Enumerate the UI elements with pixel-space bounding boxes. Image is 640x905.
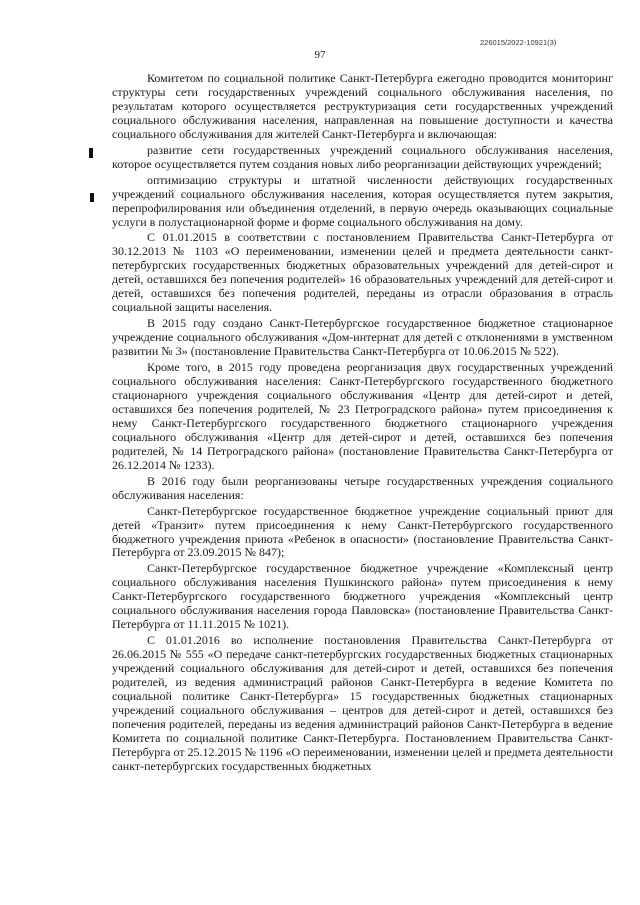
- paragraph: С 01.01.2015 в соответствии с постановлением Правительства Санкт-Петербурга от 30.12.2013 № 1103 «О переименовании, изменении целей и предмета деятельности санкт-петербургских государственных бюджетных образовательных учреждений для детей-сирот и детей, оставшихся без попечения родителей» 16 образовательных учреждений для детей-сирот и детей, оставшихся без попечения родителей, переданы из отрасли образования в отрасль социальной защиты населения.: [112, 230, 613, 315]
- document-id: 226015/2022-10921(3): [480, 38, 557, 47]
- paragraph: В 2016 году были реорганизованы четыре государственных учреждения социального обслуживания населения:: [112, 473, 613, 502]
- page-number: 97: [314, 49, 326, 61]
- paragraph: Санкт-Петербургское государственное бюджетное учреждение «Комплексный центр социального обслуживания населения Пушкинского района» путем присоединения к нему Санкт-Петербургского государственного бюджетного учреждения «Комплексный центр социального обслуживания населения города Павловска» (постановление Правительства Санкт-Петербурга от 11.11.2015 № 1021).: [112, 561, 613, 632]
- paragraph: В 2015 году создано Санкт-Петербургское государственное бюджетное стационарное учреждение социального обслуживания «Дом-интернат для детей с отклонениями в умственном развитии № 3» (постановление Правительства Санкт-Петербурга от 10.06.2015 № 522).: [112, 316, 613, 359]
- paragraph: Кроме того, в 2015 году проведена реорганизация двух государственных учреждений социального обслуживания населения: Санкт-Петербургского государственного бюджетного стационарного учреждения социального обслуживания «Центр для детей-сирот и детей, оставшихся без попечения родителей, № 23 Петроградского района» путем присоединения к нему Санкт-Петербургского государственного бюджетного стационарного учреждения социального обслуживания «Центр для детей-сирот и детей, оставшихся без попечения родителей, № 14 Петроградского района» (постановление Правительства Санкт-Петербурга от 26.12.2014 № 1233).: [112, 360, 613, 472]
- margin-mark: [90, 193, 94, 202]
- paragraph: развитие сети государственных учреждений социального обслуживания населения, которое осуществляется путем создания новых либо реорганизации действующих учреждений;: [112, 142, 613, 171]
- paragraph: Санкт-Петербургское государственное бюджетное учреждение социальный приют для детей «Транзит» путем присоединения к нему Санкт-Петербургского государственного бюджетного учреждения приюта «Ребенок в опасности» (постановление Правительства Санкт-Петербурга от 23.09.2015 № 847);: [112, 503, 613, 560]
- paragraph: оптимизацию структуры и штатной численности действующих государственных учреждений социального обслуживания населения, которая осуществляется путем закрытия, перепрофилирования или объединения отделений, в первую очередь оказывающих социальные услуги в полустационарной форме и форме социального обслуживания на дому.: [112, 172, 613, 229]
- margin-mark: [89, 148, 93, 158]
- document-body: [112, 72, 613, 776]
- paragraph: Комитетом по социальной политике Санкт-Петербурга ежегодно проводится мониторинг структуры сети государственных учреждений социального обслуживания населения, по результатам которого осуществляется реструктуризация сети государственных учреждений социального обслуживания населения, направленная на повышение доступности и качества социального обслуживания для жителей Санкт-Петербурга и включающая:: [112, 71, 613, 141]
- paragraph: С 01.01.2016 во исполнение постановления Правительства Санкт-Петербурга от 26.06.2015 № 555 «О передаче санкт-петербургских государственных бюджетных стационарных учреждений социального обслуживания для детей-сирот и детей, оставшихся без попечения родителей, из ведения администраций районов Санкт-Петербурга в ведение Комитета по социальной политике Санкт-Петербурга» 15 государственных бюджетных стационарных учреждений социального обслуживания – центров для детей-сирот и детей, оставшихся без попечения родителей, переданы из ведения администраций районов Санкт-Петербурга в ведение Комитета по социальной политике Санкт-Петербурга. Постановлением Правительства Санкт-Петербурга от 25.12.2015 № 1196 «О переименовании, изменении целей и предмета деятельности санкт-петербургских государственных бюджетных: [112, 633, 614, 773]
